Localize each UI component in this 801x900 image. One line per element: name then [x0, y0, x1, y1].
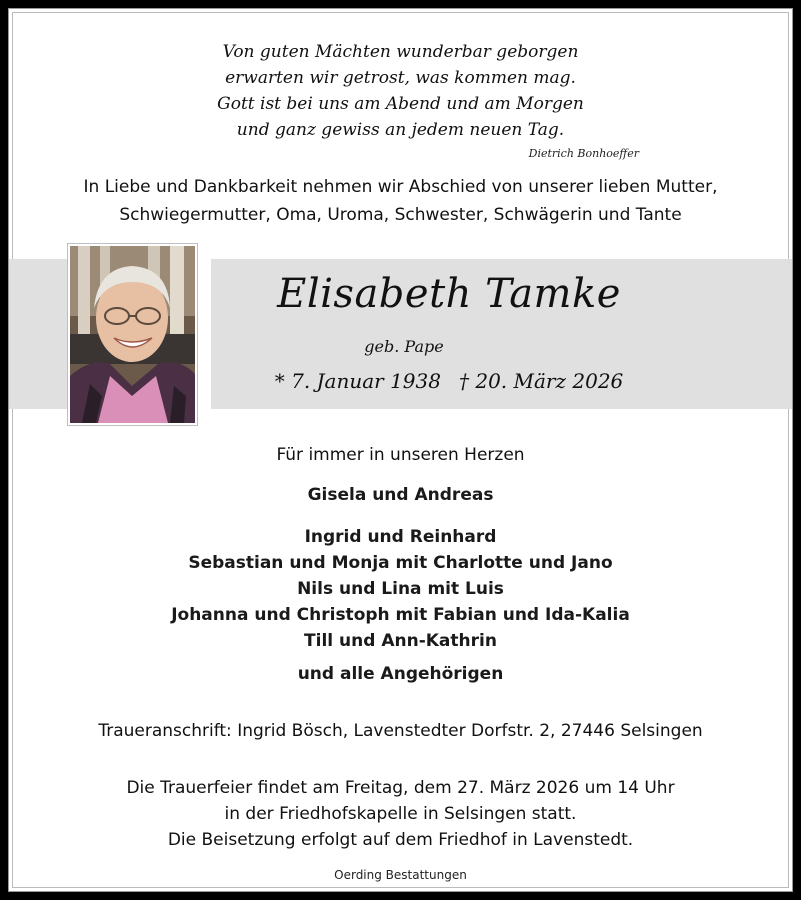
mourner-line: Sebastian und Monja mit Charlotte und Jano [188, 553, 613, 573]
poem-line: erwarten wir getrost, was kommen mag. [225, 68, 576, 88]
intro-line: In Liebe und Dankbarkeit nehmen wir Abschied von unserer lieben Mutter, [83, 177, 718, 197]
service-line: in der Friedhofskapelle in Selsingen statt. [224, 804, 577, 824]
poem-author: Dietrich Bonhoeffer [528, 147, 639, 160]
undertaker: Oerding Bestattungen [334, 868, 467, 882]
death-date: † 20. März 2026 [458, 369, 624, 393]
intro-text [9, 173, 792, 229]
poem-line: Gott ist bei uns am Abend und am Morgen [217, 94, 584, 114]
portrait-photo [67, 243, 198, 426]
mourner-list [9, 524, 792, 654]
obituary-card [8, 8, 793, 892]
deceased-name: Elisabeth Tamke [277, 271, 621, 317]
mourner-line: Nils und Lina mit Luis [297, 579, 504, 599]
birth-date: * 7. Januar 1938 [274, 369, 441, 393]
mourning-address: Traueranschrift: Ingrid Bösch, Lavenstedter Dorfstr. 2, 27446 Selsingen [98, 721, 703, 741]
poem-line: und ganz gewiss an jedem neuen Tag. [236, 120, 565, 140]
mourner-closing: und alle Angehörigen [297, 664, 504, 684]
mourner-line: Till und Ann-Kathrin [304, 631, 497, 651]
mourner-line: Ingrid und Reinhard [304, 527, 497, 547]
intro-line: Schwiegermutter, Oma, Uroma, Schwester, Schwägerin und Tante [119, 205, 682, 225]
service-line: Die Beisetzung erfolgt auf dem Friedhof in Lavenstedt. [167, 830, 634, 850]
life-dates [219, 369, 679, 393]
poem-line: Von guten Mächten wunderbar geborgen [222, 42, 579, 62]
maiden-name: geb. Pape [364, 337, 444, 356]
motto: Für immer in unseren Herzen [276, 445, 525, 465]
mourner-line: Johanna und Christoph mit Fabian und Ida-Kalia [171, 605, 630, 625]
mourner-group: Gisela und Andreas [307, 485, 494, 505]
portrait-image [70, 246, 195, 423]
service-line: Die Trauerfeier findet am Freitag, dem 27. März 2026 um 14 Uhr [126, 778, 675, 798]
poem [9, 39, 792, 143]
service-info [9, 775, 792, 853]
